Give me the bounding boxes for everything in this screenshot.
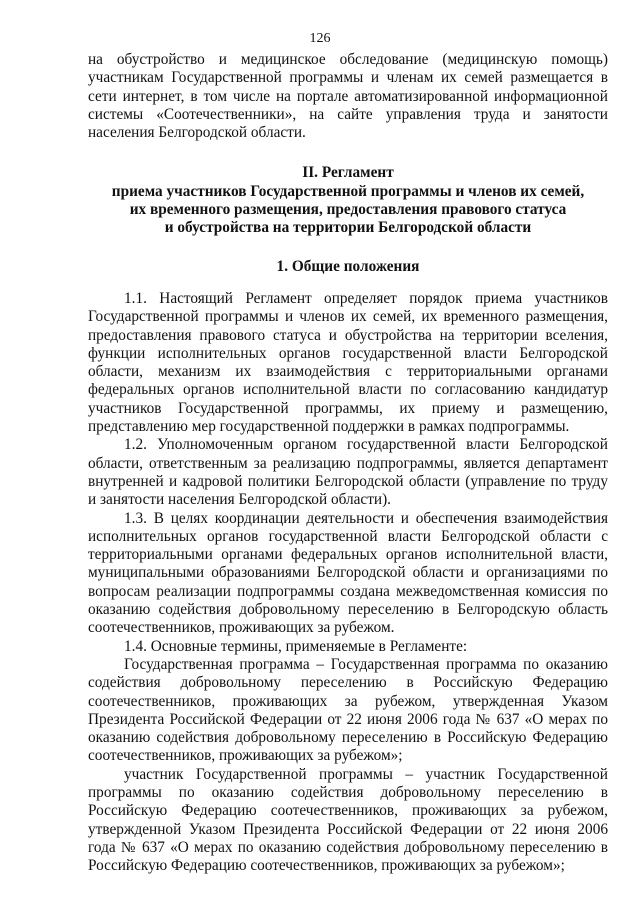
subsection-heading: 1. Общие положения (276, 257, 420, 275)
page-number: 126 (309, 31, 331, 46)
section-heading: II. Регламент (302, 164, 394, 182)
section-title (88, 164, 608, 237)
section-title-line: и обустройства на территории Белгородской области (164, 219, 532, 237)
term-definition-participant: участник Государственной программы – участник Государственной программы по оказанию содействия добровольному переселению в Российскую Федерацию соотечественников, проживающих за рубежом, утвержденной Указом Президента Российской Федерации от 22 июня 2006 года № 637 «О мерах по оказанию содействия добровольному переселению в Российскую Федерацию соотечественников, проживающих за рубежом»; (88, 765, 608, 875)
document-body (88, 51, 608, 875)
paragraph-1-4: 1.4. Основные термины, применяемые в Регламенте: (124, 637, 468, 655)
paragraph-1-1: 1.1. Настоящий Регламент определяет порядок приема участников Государственной программы и членов их семей, их временного размещения, предоставления правового статуса и обустройства на территории вселения, функции исполнительных органов государственной власти Белгородской области, механизм их взаимодействия с территориальными органами федеральных органов исполнительной власти по согласованию кандидатур участников Государственной программы, их приему и размещению, представлению мер государственной поддержки в рамках подпрограммы. (88, 289, 608, 436)
term-definition-program: Государственная программа – Государственная программа по оказанию содействия добровольному переселению в Российскую Федерацию соотечественников, проживающих за рубежом, утвержденная Указом Президента Российской Федерации от 22 июня 2006 года № 637 «О мерах по оказанию содействия добровольному переселению в Российскую Федерацию соотечественников, проживающих за рубежом»; (88, 655, 608, 765)
paragraph-1-2: 1.2. Уполномоченным органом государственной власти Белгородской области, ответственным за реализацию подпрограммы, является департамент внутренней и кадровой политики Белгородской области (управление по труду и занятости населения Белгородской области). (88, 436, 608, 509)
section-title-line: приема участников Государственной программы и членов их семей, (111, 182, 585, 200)
paragraph-1-3: 1.3. В целях координации деятельности и обеспечения взаимодействия исполнительных органов государственной власти Белгородской области с территориальными органами федеральных органов исполнительной власти, муниципальными образованиями Белгородской области и организациями по вопросам реализации подпрограммы создана межведомственная комиссия по оказанию содействия добровольному переселению в Белгородскую область соотечественников, проживающих за рубежом. (88, 509, 608, 637)
section-title-line: их временного размещения, предоставления правового статуса (129, 201, 567, 219)
intro-paragraph: на обустройство и медицинское обследование (медицинскую помощь) участникам Государственной программы и членам их семей размещается в сети интернет, в том числе на портале автоматизированной информационной системы «Соотечественники», на сайте управления труда и занятости населения Белгородской области. (88, 51, 608, 142)
